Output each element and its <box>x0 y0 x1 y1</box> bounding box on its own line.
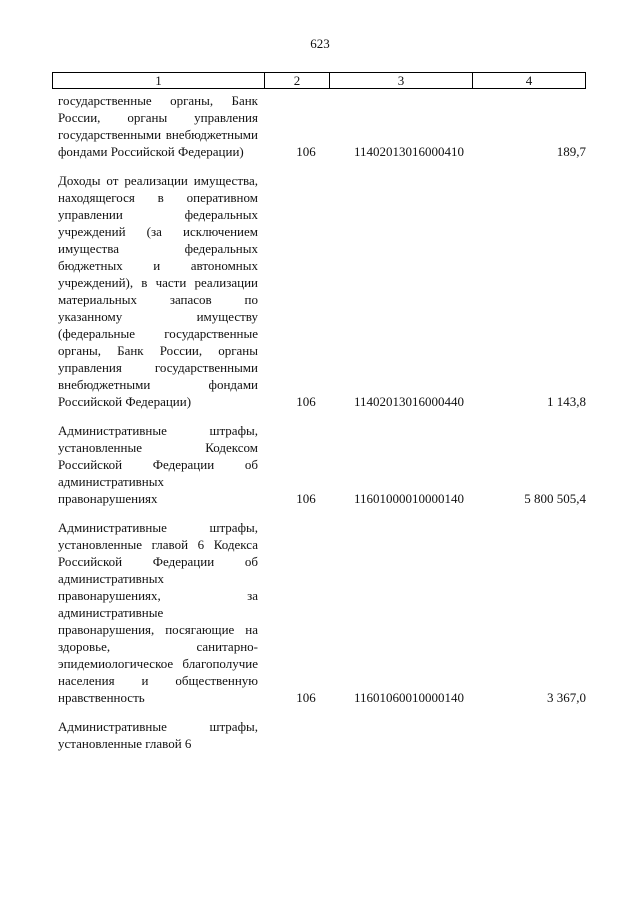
row-admin-code: 106 <box>296 491 316 506</box>
row-admin-code: 106 <box>296 394 316 409</box>
row-description: Административные штрафы, установленные Кодексом Российской Федерации об административных правонарушениях <box>58 423 258 506</box>
row-budget-code: 11601000010000140 <box>353 491 465 506</box>
row-budget-code: 11402013016000410 <box>353 144 465 159</box>
table-row <box>58 422 586 507</box>
header-col-1: 1 <box>53 73 265 88</box>
table-header-row <box>52 72 586 89</box>
table-row <box>58 718 586 752</box>
page-number: 623 <box>310 36 330 51</box>
table-body <box>58 90 586 764</box>
row-budget-code: 11601060010000140 <box>353 690 465 705</box>
header-col-3: 3 <box>330 73 473 88</box>
row-description: Доходы от реализации имущества, находящегося в оперативном управлении федеральных учреждений (за исключением имущества федеральных бюджетных и автономных учреждений), в части реализации материальных запасов по указанному имуществу (федеральные государственные органы, Банк России, органы управления государственными внебюджетными фондами Российской Федерации) <box>58 173 258 409</box>
row-amount: 1 143,8 <box>547 394 586 409</box>
row-admin-code: 106 <box>296 144 316 159</box>
table-row <box>58 172 586 410</box>
header-col-2: 2 <box>265 73 330 88</box>
table-row <box>58 519 586 706</box>
row-amount: 189,7 <box>556 144 586 159</box>
row-amount: 5 800 505,4 <box>524 491 586 506</box>
row-amount: 3 367,0 <box>547 690 586 705</box>
row-description: государственные органы, Банк России, органы управления государственными внебюджетными фондами Российской Федерации) <box>58 93 258 159</box>
table-row <box>58 92 586 160</box>
row-admin-code: 106 <box>296 690 316 705</box>
row-description: Административные штрафы, установленные главой 6 <box>58 719 258 751</box>
row-budget-code: 11402013016000440 <box>353 394 465 409</box>
header-col-4: 4 <box>525 73 533 88</box>
row-description: Административные штрафы, установленные главой 6 Кодекса Российской Федерации об административных правонарушениях, за административные правонарушения, посягающие на здоровье, санитарно-эпидемиологическое благополучие населения и общественную нравственность <box>58 520 258 705</box>
